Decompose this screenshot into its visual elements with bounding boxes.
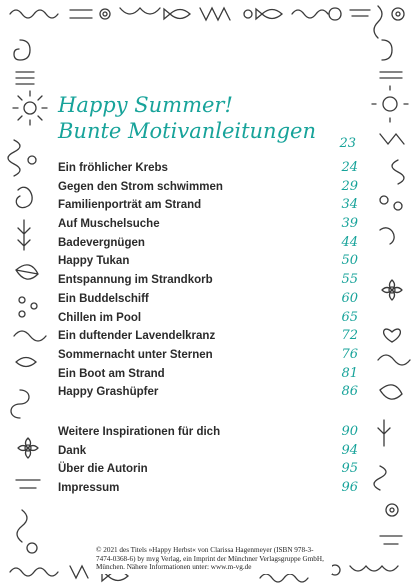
toc-entry[interactable] [58, 461, 358, 480]
toc-entry-page: 90 [341, 423, 358, 439]
toc-entry-label: Sommernacht unter Sternen [58, 348, 213, 361]
toc-entry[interactable] [58, 235, 358, 254]
toc-entry-page: 86 [341, 384, 358, 400]
flower-icon [382, 280, 402, 300]
toc-entry[interactable] [58, 310, 358, 329]
chapter-title-line-2: Bunte Motivanleitungen [58, 119, 316, 143]
fish-icon [256, 9, 282, 19]
toc-entry-page: 81 [341, 365, 358, 381]
sun-icon [372, 86, 408, 122]
toc-entry-label: Familienporträt am Strand [58, 199, 202, 212]
toc-entry-page: 65 [341, 309, 358, 325]
leaf-icon [380, 385, 402, 399]
toc-entry-page: 55 [341, 272, 358, 288]
toc-entry-label: Ein fröhlicher Krebs [58, 162, 168, 174]
toc-entry-label: Happy Grashüpfer [58, 386, 159, 399]
toc-entry-page: 50 [341, 253, 358, 269]
toc-entry-page: 44 [341, 234, 358, 250]
chapter-page-number: 23 [339, 136, 356, 151]
toc-entry[interactable] [58, 384, 358, 403]
spiral-icon [14, 40, 30, 60]
toc-entry[interactable] [58, 424, 358, 443]
flower-icon [18, 438, 38, 458]
toc-entry-page: 34 [341, 197, 358, 213]
toc-entry[interactable] [58, 197, 358, 216]
toc-entry-page: 96 [341, 480, 358, 495]
toc-entry-label: Auf Muschelsuche [58, 218, 160, 231]
toc-entry-page: 72 [341, 328, 358, 344]
toc-entry[interactable] [58, 253, 358, 272]
heart-icon [384, 329, 401, 342]
fish-icon [164, 9, 190, 19]
toc-entry-label: Impressum [58, 482, 120, 494]
toc-entry[interactable] [58, 328, 358, 347]
toc-appendix-list [58, 424, 358, 499]
toc-content [58, 92, 358, 499]
toc-entry[interactable] [58, 160, 358, 179]
toc-entry[interactable] [58, 347, 358, 366]
toc-entry-page: 94 [341, 442, 358, 458]
toc-entry-page: 76 [341, 346, 358, 362]
left-doodles [8, 40, 47, 553]
leaf-icon [16, 265, 38, 279]
toc-entry-page: 24 [341, 160, 358, 175]
toc-entry-label: Badevergnügen [58, 236, 145, 249]
toc-entry-label: Ein duftender Lavendelkranz [58, 330, 216, 343]
toc-entry-label: Weitere Inspirationen für dich [58, 425, 221, 438]
top-doodles [10, 6, 404, 38]
toc-entry-page: 39 [341, 216, 358, 232]
toc-entry-page: 29 [341, 178, 358, 194]
toc-entry[interactable] [58, 272, 358, 291]
chapter-heading [58, 92, 358, 151]
toc-entry[interactable] [58, 443, 358, 462]
toc-entry-label: Entspannung im Strandkorb [58, 274, 213, 287]
toc-entry-label: Chillen im Pool [58, 311, 142, 324]
toc-entry-label: Dank [58, 444, 87, 457]
chapter-title-line-1: Happy Summer! [58, 93, 233, 117]
toc-entry-label: Über die Autorin [58, 463, 148, 476]
right-doodles [372, 40, 410, 544]
toc-entry-page: 95 [341, 461, 358, 477]
toc-entry[interactable] [58, 366, 358, 385]
sun-icon [13, 91, 47, 125]
toc-entry[interactable] [58, 291, 358, 310]
toc-list [58, 160, 358, 403]
copyright-notice: © 2021 des Titels »Happy Herbst« von Clarissa Hagenmeyer (ISBN 978-3-7474-0368-6) by mvg Verlag, ein Imprint der Münchner Verlagsgruppe GmbH, München. Nähere Informationen unter: www.m-vg.de [92, 544, 332, 574]
toc-entry-page: 60 [341, 290, 358, 306]
toc-entry-label: Happy Tukan [58, 255, 130, 268]
fish-icon [16, 358, 36, 367]
toc-entry-label: Ein Buddelschiff [58, 292, 149, 305]
toc-entry[interactable] [58, 480, 358, 499]
toc-entry[interactable] [58, 216, 358, 235]
toc-entry-label: Ein Boot am Strand [58, 367, 165, 380]
toc-entry[interactable] [58, 179, 358, 198]
toc-entry-label: Gegen den Strom schwimmen [58, 180, 223, 193]
